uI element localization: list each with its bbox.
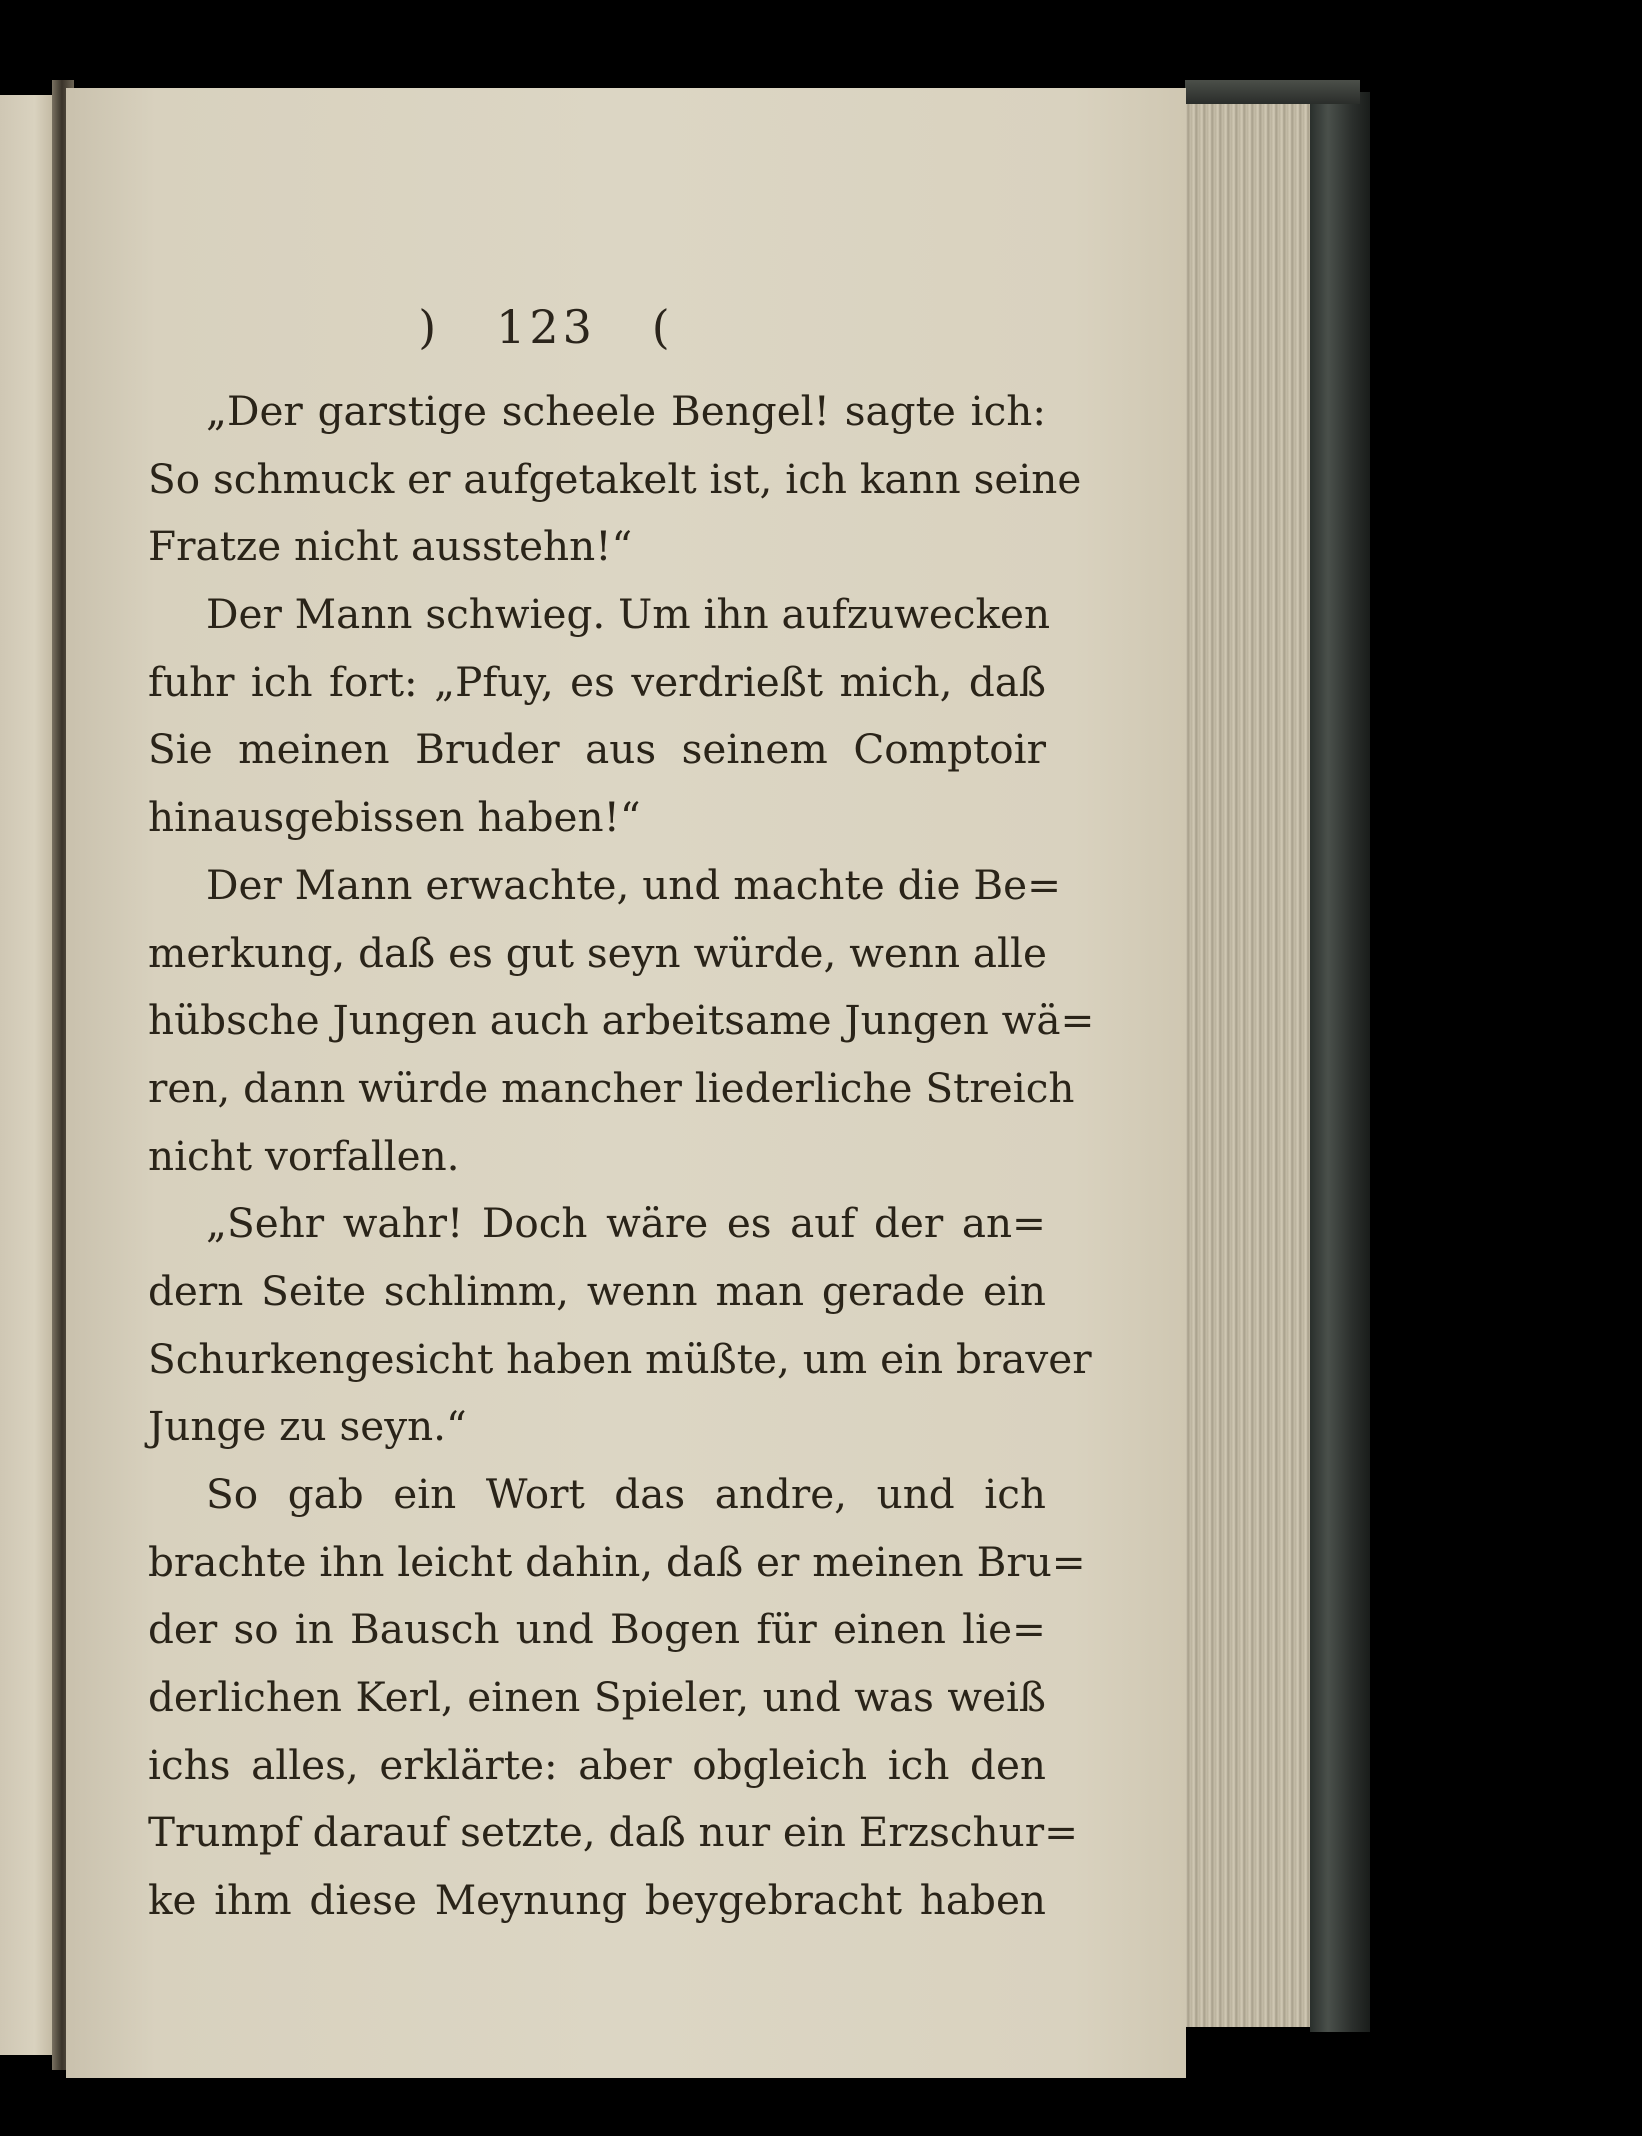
text-line: So schmuck er aufgetakelt ist, ich kann seine <box>148 454 1082 503</box>
header-right-mark: ( <box>651 300 674 354</box>
text-line: Schurkengesicht haben müßte, um ein braver <box>148 1334 1092 1383</box>
text-line: Trumpf darauf setzte, daß nur ein Erzschur= <box>148 1808 1078 1857</box>
text-line: ke ihm diese Meynung beygebracht haben <box>148 1876 1046 1925</box>
header-left-mark: ) <box>418 300 441 354</box>
book-page <box>66 88 1186 2078</box>
text-line: Der Mann erwachte, und machte die Be= <box>206 860 1062 909</box>
text-line: ichs alles, erklärte: aber obgleich ich den <box>148 1740 1046 1789</box>
text-line: hinausgebissen haben!“ <box>148 793 641 842</box>
text-line: derlichen Kerl, einen Spieler, und was weiß <box>148 1673 1046 1722</box>
text-line: Sie meinen Bruder aus seinem Comptoir <box>148 725 1046 774</box>
page-body <box>148 378 1095 1935</box>
text-line: hübsche Jungen auch arbeitsame Jungen wä= <box>148 996 1095 1045</box>
text-line: ren, dann würde mancher liederliche Streich <box>148 1063 1075 1112</box>
text-line: der so in Bausch und Bogen für einen lie= <box>148 1605 1046 1654</box>
page-block-edges <box>1175 92 1315 2027</box>
left-page-edge <box>0 95 58 2055</box>
text-line: merkung, daß es gut seyn würde, wenn alle <box>148 928 1047 977</box>
text-line: brachte ihn leicht dahin, daß er meinen Bru= <box>148 1537 1086 1586</box>
page-header <box>66 300 1186 354</box>
cover-board <box>1310 92 1370 2032</box>
text-line: So gab ein Wort das andre, und ich <box>206 1470 1046 1518</box>
text-line: dern Seite schlimm, wenn man gerade ein <box>148 1266 1046 1315</box>
text-line: Junge zu seyn.“ <box>148 1402 467 1451</box>
cover-top-edge <box>1185 80 1360 104</box>
text-line: „Sehr wahr! Doch wäre es auf der an= <box>206 1199 1046 1248</box>
text-line: Fratze nicht ausstehn!“ <box>148 522 633 571</box>
text-line: Der Mann schwieg. Um ihn aufzuwecken <box>206 590 1051 639</box>
text-line: fuhr ich fort: „Pfuy, es verdrießt mich, daß <box>148 657 1046 706</box>
page-number: 123 <box>496 300 596 354</box>
text-line: „Der garstige scheele Bengel! sagte ich: <box>206 387 1046 435</box>
text-line: nicht vorfallen. <box>148 1131 460 1180</box>
